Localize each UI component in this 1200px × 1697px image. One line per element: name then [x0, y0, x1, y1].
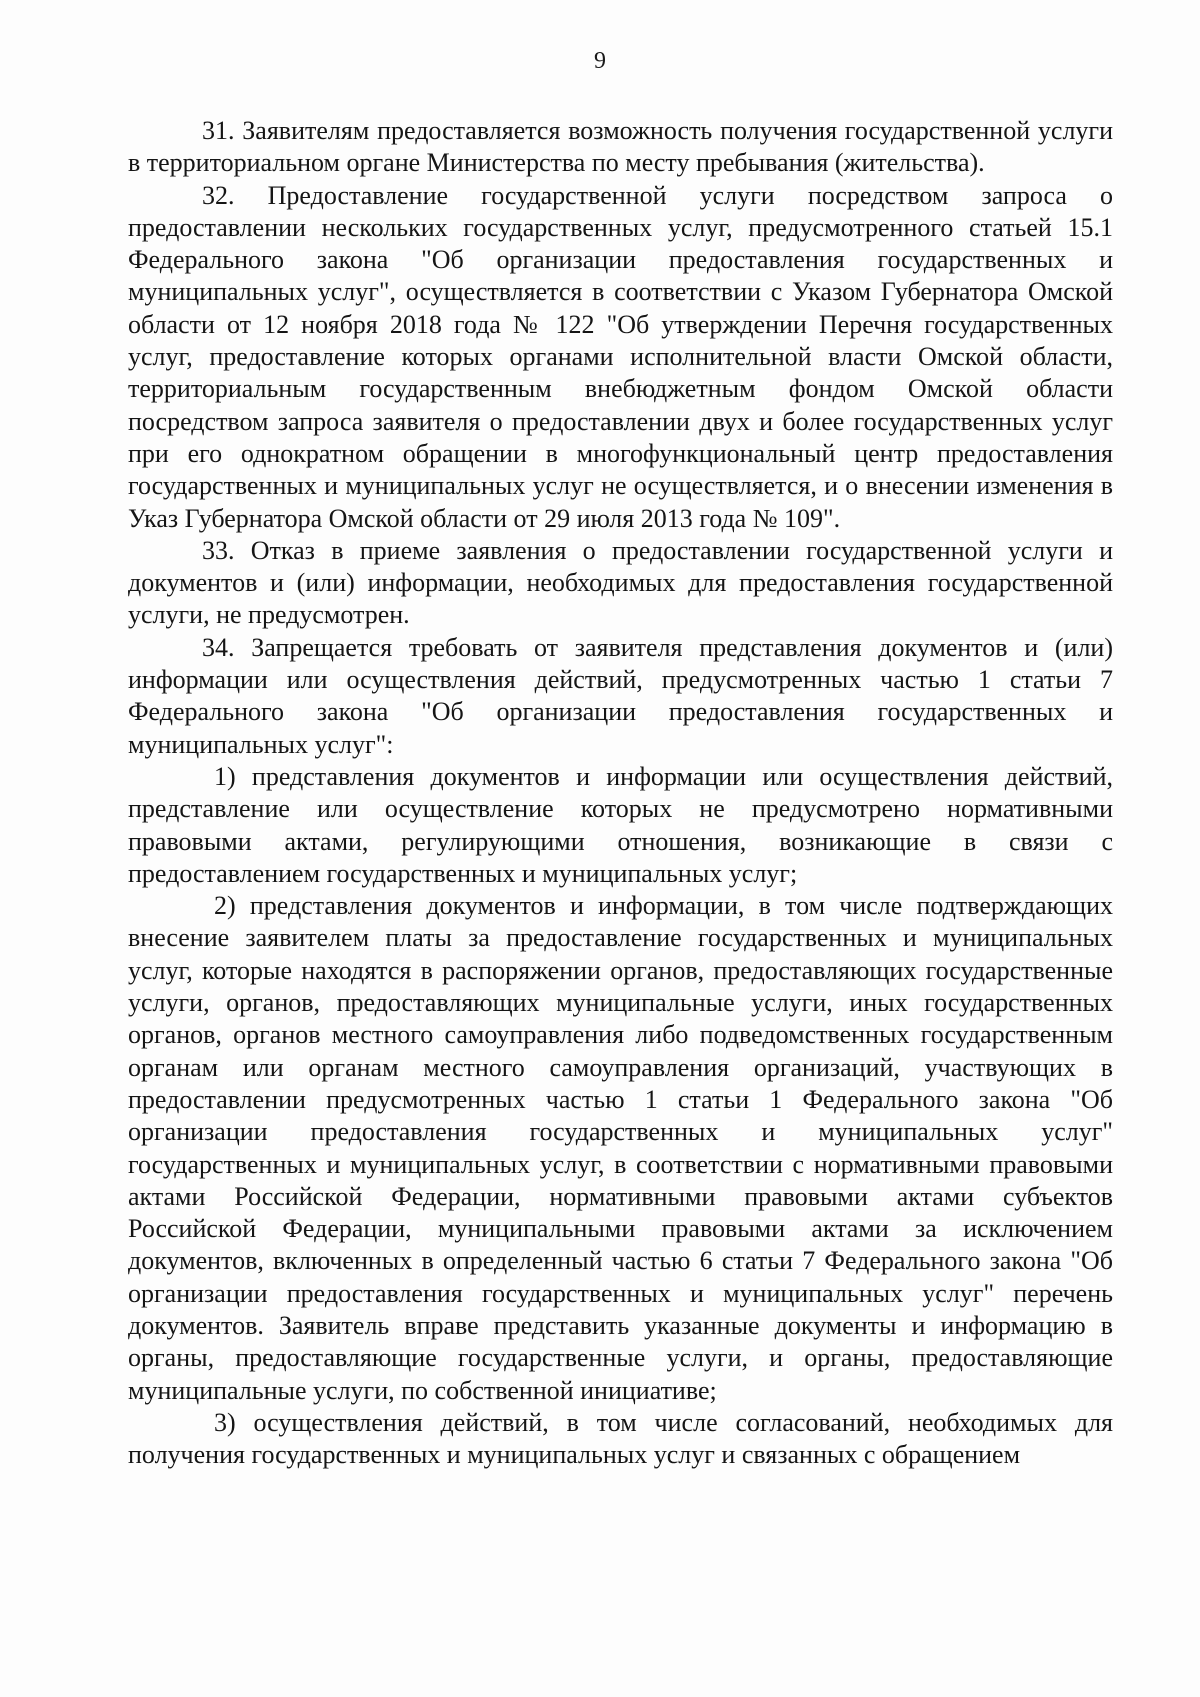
paragraph-34-item-1: 1) представления документов и информации или осуществления действий, представление или осуществление которых не предусмотрено нормативными правовыми актами, регулирующими отношения, возникающие в связи с предоставлением государственных и муниципальных услуг; — [128, 761, 1113, 888]
paragraph-34-item-3: 3) осуществления действий, в том числе согласований, необходимых для получения государственных и муниципальных услуг и связанных с обращением — [128, 1407, 1113, 1470]
paragraph-32: 32. Предоставление государственной услуги посредством запроса о предоставлении нескольких государственных услуг, предусмотренного статьей 15.1 Федерального закона "Об организации предоставления государственных и муниципальных услуг", осуществляется в соответствии с Указом Губернатора Омской области от 12 ноября 2018 года № 122 "Об утверждении Перечня государственных услуг, предоставление которых органами исполнительной власти Омской области, территориальным государственным внебюджетным фондом Омской области посредством запроса заявителя о предоставлении двух и более государственных услуг при его однократном обращении в многофункциональный центр предоставления государственных и муниципальных услуг не осуществляется, и о внесении изменения в Указ Губернатора Омской области от 29 июля 2013 года № 109". — [128, 180, 1113, 533]
page-number: 9 — [594, 48, 606, 74]
document-body — [128, 115, 1113, 1471]
paragraph-34: 34. Запрещается требовать от заявителя представления документов и (или) информации или осуществления действий, предусмотренных частью 1 статьи 7 Федерального закона "Об организации предоставления государственных и муниципальных услуг": — [128, 632, 1113, 759]
paragraph-33: 33. Отказ в приеме заявления о предоставлении государственной услуги и документов и (или) информации, необходимых для предоставления государственной услуги, не предусмотрен. — [128, 535, 1113, 630]
paragraph-31: 31. Заявителям предоставляется возможность получения государственной услуги в территориальном органе Министерства по месту пребывания (жительства). — [128, 116, 1113, 178]
paragraph-34-item-2: 2) представления документов и информации, в том числе подтверждающих внесение заявителем платы за предоставление государственных и муниципальных услуг, которые находятся в распоряжении органов, предоставляющих государственные услуги, органов, предоставляющих муниципальные услуги, иных государственных органов, органов местного самоуправления либо подведомственных государственным органам или органам местного самоуправления организаций, участвующих в предоставлении предусмотренных частью 1 статьи 1 Федерального закона "Об организации предоставления государственных и муниципальных услуг" государственных и муниципальных услуг, в соответствии с нормативными правовыми актами Российской Федерации, нормативными правовыми актами субъектов Российской Федерации, муниципальными правовыми актами за исключением документов, включенных в определенный частью 6 статьи 7 Федерального закона "Об организации предоставления государственных и муниципальных услуг" перечень документов. Заявитель вправе представить указанные документы и информацию в органы, предоставляющие государственные услуги, и органы, предоставляющие муниципальные услуги, по собственной инициативе; — [128, 891, 1113, 1405]
